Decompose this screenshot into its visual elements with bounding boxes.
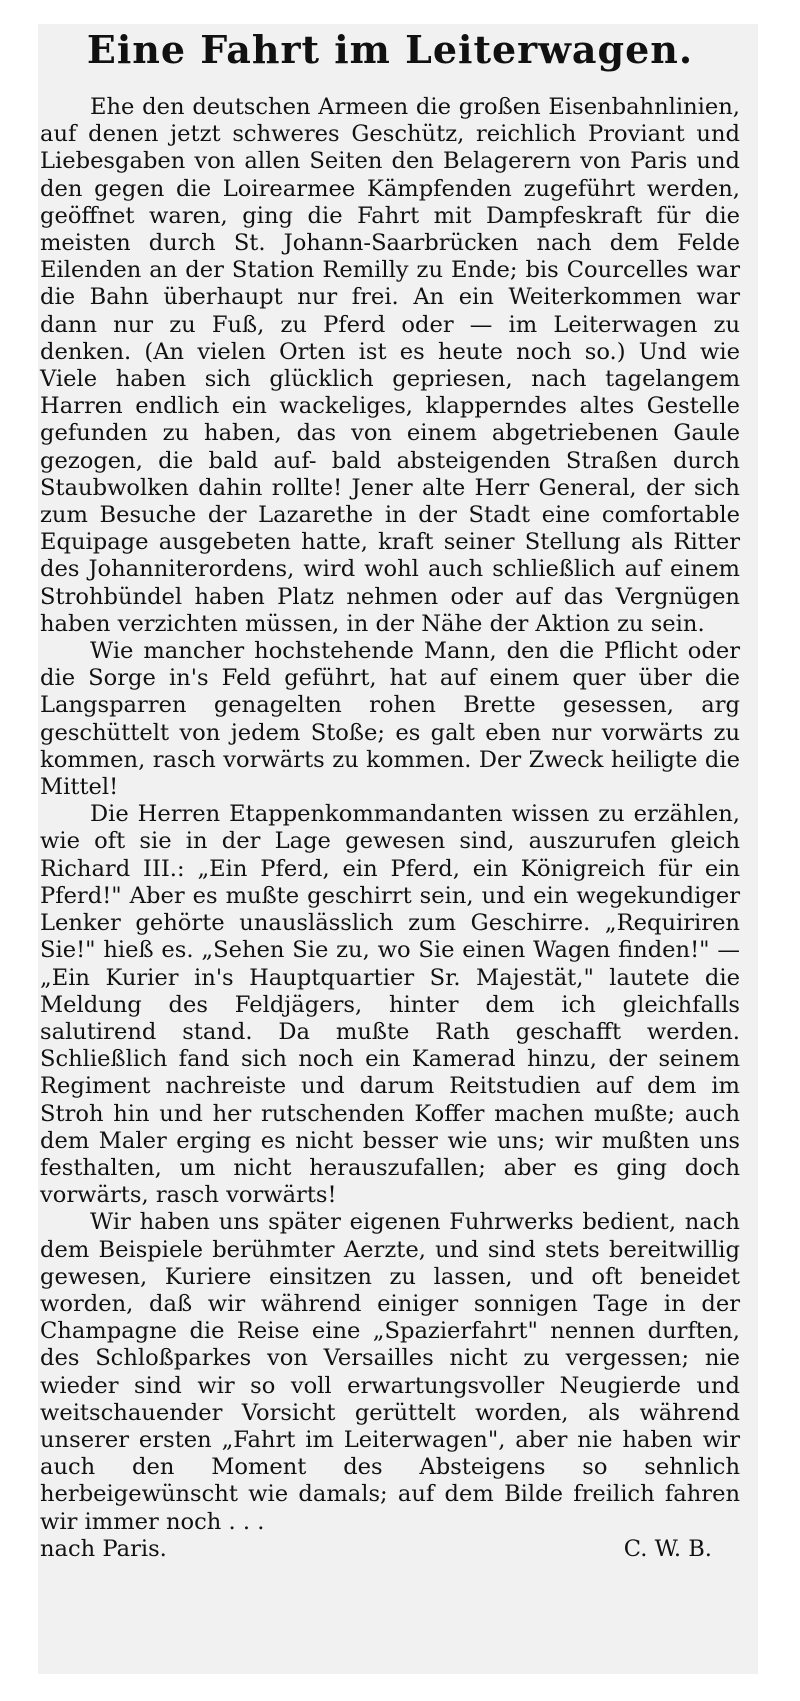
closing-line — [40, 1536, 740, 1563]
article — [40, 20, 740, 1563]
paragraph-4: Wir haben uns später eigenen Fuhrwerks bedient, nach dem Beispiele berühmter Aerzte, und sind stets bereitwillig gewesen, Kuriere einsitzen zu lassen, und oft beneidet worden, daß wir während einiger sonnigen Tage in der Champagne die Reise eine „Spazierfahrt" nennen durften, des Schloßparkes von Versailles nicht zu vergessen; nie wieder sind wir so voll erwartungsvoller Neugierde und weitschauender Vorsicht gerüttelt worden, als während unserer ersten „Fahrt im Leiterwagen", aber nie haben wir auch den Moment des Absteigens so sehnlich herbeigewünscht wie damals; auf dem Bilde freilich fahren wir immer noch . . . — [40, 1209, 740, 1535]
paragraph-1: Ehe den deutschen Armeen die großen Eisenbahnlinien, auf denen jetzt schweres Geschütz, reichlich Proviant und Liebesgaben von allen Seiten den Belagerern von Paris und den gegen die Loirearmee Kämpfenden zugeführt werden, geöffnet waren, ging die Fahrt mit Dampfeskraft für die meisten durch St. Johann-Saarbrücken nach dem Felde Eilenden an der Station Remilly zu Ende; bis Courcelles war die Bahn überhaupt nur frei. An ein Weiterkommen war dann nur zu Fuß, zu Pferd oder — im Leiterwagen zu denken. (An vielen Orten ist es heute noch so.) Und wie Viele haben sich glücklich gepriesen, nach tagelangem Harren endlich ein wackeliges, klapperndes altes Gestelle gefunden zu haben, das von einem abgetriebenen Gaule gezogen, die bald auf- bald absteigenden Straßen durch Staubwolken dahin rollte! Jener alte Herr General, der sich zum Besuche der Lazarethe in der Stadt eine comfortable Equipage ausgebeten hatte, kraft seiner Stellung als Ritter des Johanniterordens, wird wohl auch schließlich auf einem Strohbündel haben Platz nehmen oder auf das Vergnügen haben verzichten müssen, in der Nähe der Aktion zu sein. — [40, 94, 740, 637]
paragraph-2: Wie mancher hochstehende Mann, den die Pflicht oder die Sorge in's Feld geführt, hat auf einem quer über die Langsparren genagelten rohen Brette gesessen, arg geschüttelt von jedem Stoße; es galt eben nur vorwärts zu kommen, rasch vorwärts zu kommen. Der Zweck heiligte die Mittel! — [40, 638, 740, 801]
author-signature: C. W. B. — [623, 1535, 712, 1562]
paragraph-3: Die Herren Etappenkommandanten wissen zu erzählen, wie oft sie in der Lage gewesen sind, auszurufen gleich Richard III.: „Ein Pferd, ein Pferd, ein Königreich für ein Pferd!" Aber es mußte geschirrt sein, und ein wegekundiger Lenker gehörte unauslässlich zum Geschirre. „Requiriren Sie!" hieß es. „Sehen Sie zu, wo Sie einen Wagen finden!" — „Ein Kurier in's Hauptquartier Sr. Majestät," lautete die Meldung des Feldjägers, hinter dem ich gleichfalls salutirend stand. Da mußte Rath geschafft werden. Schließlich fand sich noch ein Kamerad hinzu, der seinem Regiment nachreiste und darum Reitstudien auf dem im Stroh hin und her rutschenden Koffer machen mußte; auch dem Maler erging es nicht besser wie uns; wir mußten uns festhalten, um nicht herauszufallen; aber es ging doch vorwärts, rasch vorwärts! — [40, 801, 740, 1209]
closing-text: nach Paris. — [40, 1535, 167, 1562]
article-title: Eine Fahrt im Leiterwagen. — [86, 27, 694, 72]
